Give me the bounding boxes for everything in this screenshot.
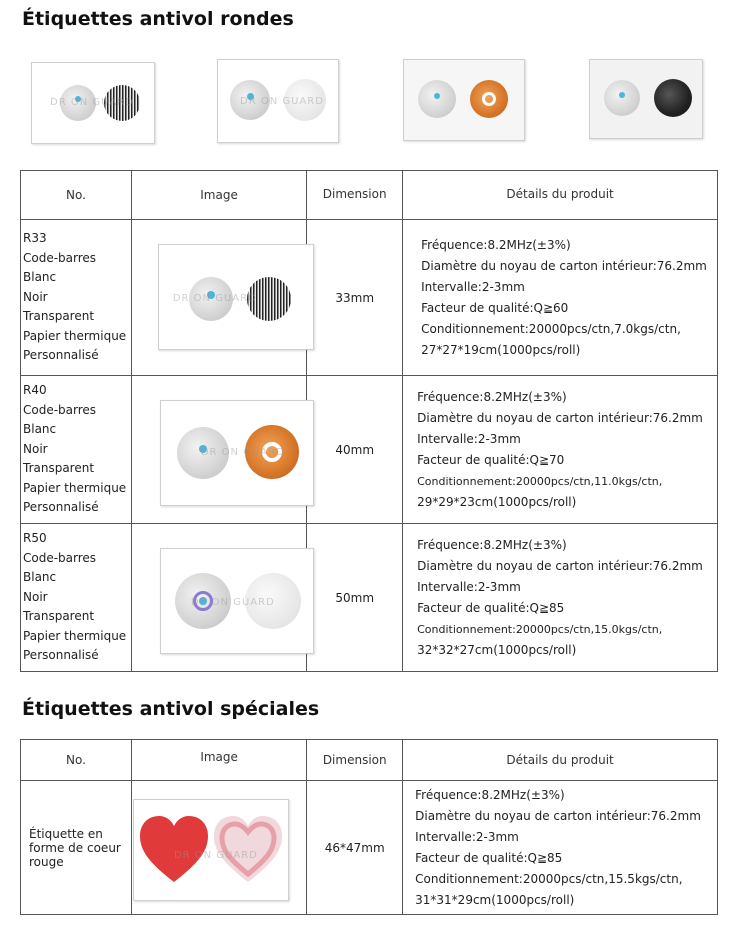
image-cell <box>131 781 306 915</box>
product-thumb-r50 <box>217 59 339 143</box>
header-image: Image <box>131 740 306 781</box>
heart-label-red-icon <box>138 814 210 884</box>
detail-carton-size: 31*31*29cm(1000pcs/roll) <box>415 892 575 907</box>
option-thermal: Papier thermique <box>23 628 127 643</box>
round-label-silver <box>604 80 640 116</box>
option-white: Blanc <box>23 270 57 285</box>
detail-core-diameter: Diamètre du noyau de carton intérieur:76.2mm <box>415 808 701 823</box>
model-cell <box>21 376 132 524</box>
detail-quality: Facteur de qualité:Q≧85 <box>415 850 563 865</box>
product-image-heart <box>133 799 289 901</box>
heart-shape <box>140 816 208 882</box>
option-custom: Personnalisé <box>23 648 99 663</box>
option-custom: Personnalisé <box>23 348 99 363</box>
detail-frequency: Fréquence:8.2MHz(±3%) <box>417 389 567 404</box>
header-image: Image <box>131 171 306 220</box>
details-cell <box>403 220 718 376</box>
header-details: Détails du produit <box>403 740 718 781</box>
option-transparent: Transparent <box>23 309 95 324</box>
detail-frequency: Fréquence:8.2MHz(±3%) <box>421 237 571 252</box>
watermark: DR ON GUARD <box>200 447 285 458</box>
model-name: R50 <box>23 531 47 546</box>
watermark: DR ON GUARD <box>240 96 324 107</box>
product-thumb-black <box>589 59 703 139</box>
option-thermal: Papier thermique <box>23 328 127 343</box>
detail-core-diameter: Diamètre du noyau de carton intérieur:76.2mm <box>417 410 703 425</box>
detail-packing: Conditionnement:20000pcs/ctn,15.0kgs/ctn, <box>417 622 663 636</box>
detail-packing: Conditionnement:20000pcs/ctn,15.5kgs/ctn, <box>415 871 683 886</box>
detail-frequency: Fréquence:8.2MHz(±3%) <box>417 537 567 552</box>
detail-packing: Conditionnement:20000pcs/ctn,7.0kgs/ctn, <box>421 321 681 336</box>
table-row <box>21 376 718 524</box>
option-barcode: Code-barres <box>23 402 97 417</box>
orange-spiral-icon <box>482 92 496 106</box>
dimension-cell: 40mm <box>307 376 403 524</box>
detail-core-diameter: Diamètre du noyau de carton intérieur:76.2mm <box>417 558 703 573</box>
table-row <box>21 524 718 672</box>
watermark: DR ON GUARD <box>173 850 258 861</box>
heart-label-outline-icon <box>212 814 284 884</box>
detail-carton-size: 29*29*23cm(1000pcs/roll) <box>417 494 577 509</box>
detail-quality: Facteur de qualité:Q≧60 <box>421 300 569 315</box>
round-label-black <box>654 79 692 117</box>
option-thermal: Papier thermique <box>23 480 127 495</box>
model-name: R33 <box>23 231 47 246</box>
image-cell <box>131 524 306 672</box>
product-image-r33 <box>158 244 314 350</box>
rf-dot-icon <box>434 93 440 99</box>
option-barcode: Code-barres <box>23 550 97 565</box>
model-cell <box>21 781 132 915</box>
header-no: No. <box>21 740 132 781</box>
header-dimension: Dimension <box>307 740 403 781</box>
dimension-cell: 46*47mm <box>307 781 403 915</box>
product-image-r50 <box>160 548 314 654</box>
option-transparent: Transparent <box>23 461 95 476</box>
dimension-cell: 33mm <box>307 220 403 376</box>
detail-packing: Conditionnement:20000pcs/ctn,11.0kgs/ctn, <box>417 474 663 488</box>
product-thumb-r40 <box>403 59 525 141</box>
details-cell <box>403 781 718 915</box>
product-thumb-r33 <box>31 62 155 144</box>
detail-interval: Intervalle:2-3mm <box>417 579 521 594</box>
option-white: Blanc <box>23 422 57 437</box>
model-cell <box>21 220 132 376</box>
detail-carton-size: 27*27*19cm(1000pcs/roll) <box>421 342 581 357</box>
option-barcode: Code-barres <box>23 250 97 265</box>
model-name: R40 <box>23 383 47 398</box>
detail-quality: Facteur de qualité:Q≧85 <box>417 600 565 615</box>
product-image-r40 <box>160 400 314 506</box>
option-black: Noir <box>23 589 48 604</box>
watermark: DR ON GUARD <box>190 597 275 608</box>
details-cell <box>403 376 718 524</box>
dimension-cell: 50mm <box>307 524 403 672</box>
header-no: No. <box>21 171 132 220</box>
model-cell <box>21 524 132 672</box>
table-row <box>21 781 718 915</box>
header-dimension: Dimension <box>307 171 403 220</box>
option-white: Blanc <box>23 570 57 585</box>
detail-core-diameter: Diamètre du noyau de carton intérieur:76.2mm <box>421 258 707 273</box>
detail-interval: Intervalle:2-3mm <box>415 829 519 844</box>
section-title-special: Étiquettes antivol spéciales <box>22 698 320 720</box>
detail-frequency: Fréquence:8.2MHz(±3%) <box>415 787 565 802</box>
table-row <box>21 220 718 376</box>
watermark: DR ON GUARD <box>172 293 257 304</box>
detail-carton-size: 32*32*27cm(1000pcs/roll) <box>417 642 577 657</box>
image-cell <box>131 220 306 376</box>
detail-quality: Facteur de qualité:Q≧70 <box>417 452 565 467</box>
rf-dot-icon <box>619 92 625 98</box>
option-black: Noir <box>23 441 48 456</box>
option-custom: Personnalisé <box>23 500 99 515</box>
special-labels-table <box>20 739 718 915</box>
round-labels-table <box>20 170 718 672</box>
details-cell <box>403 524 718 672</box>
option-black: Noir <box>23 289 48 304</box>
image-cell <box>131 376 306 524</box>
watermark: DR ON GUARD <box>50 97 134 108</box>
detail-interval: Intervalle:2-3mm <box>421 279 525 294</box>
option-transparent: Transparent <box>23 609 95 624</box>
detail-interval: Intervalle:2-3mm <box>417 431 521 446</box>
section-title-round: Étiquettes antivol rondes <box>22 8 294 30</box>
header-details: Détails du produit <box>403 171 718 220</box>
round-label-silver <box>418 80 456 118</box>
model-name: Étiquette en forme de coeur rouge <box>29 826 121 869</box>
